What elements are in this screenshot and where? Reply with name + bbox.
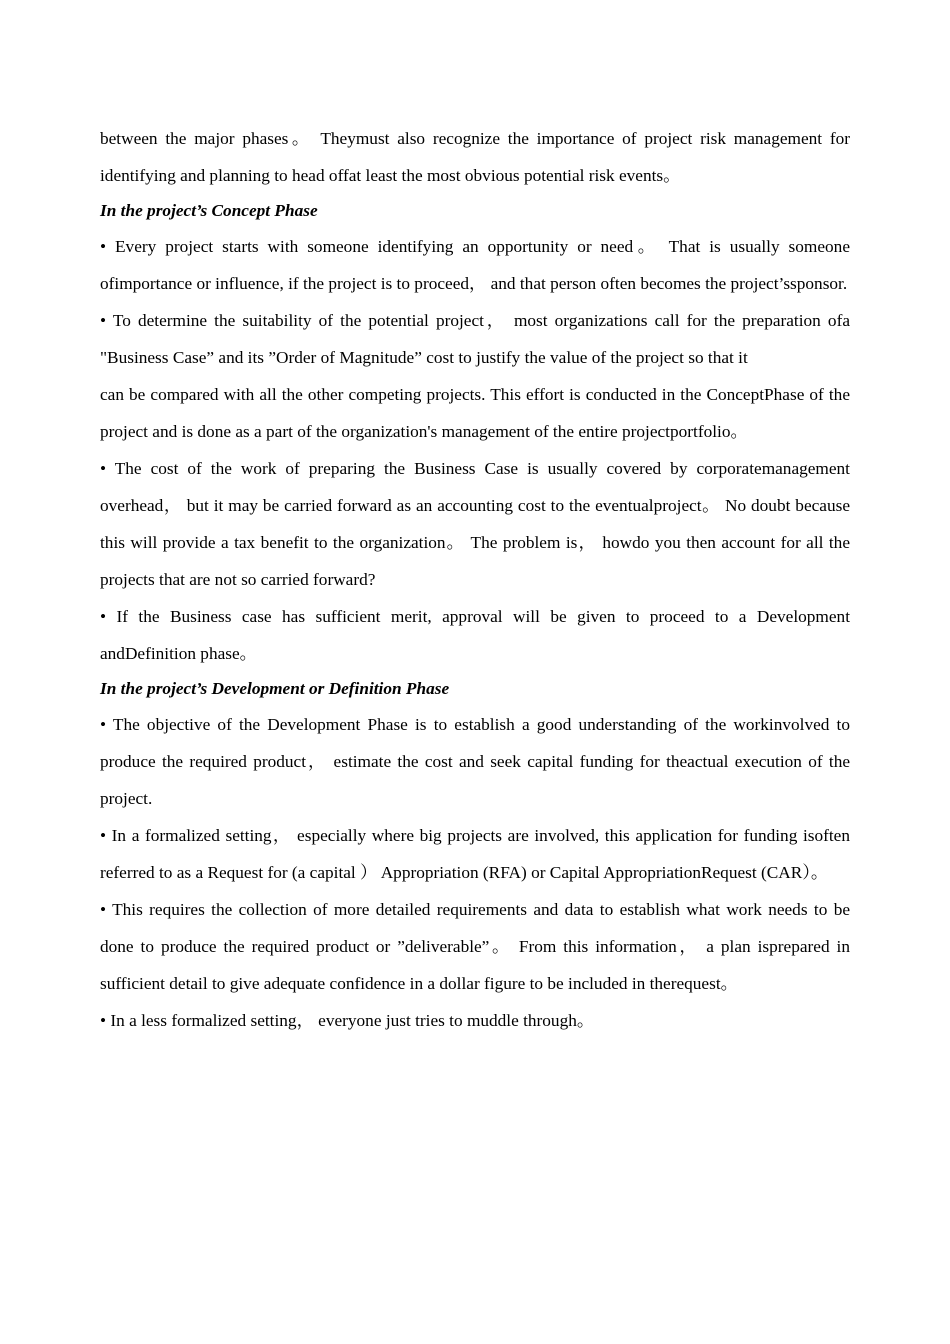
paragraph-requirements: • This requires the collection of more detailed requirements and data to establish what work needs to be done to produce the required product or ”deliverable”。 From this information， a plan isprepared in sufficient detail to give adequate confidence in a dollar figure to be included in therequest。 [100,900,850,993]
paragraph-cost-overhead: • The cost of the work of preparing the Business Case is usually covered by corporatemanagement overhead， but it may be carried forward as an accounting cost to the eventualproject。 No doubt because this will provide a tax benefit to the organization。 The problem is， howdo you then account for all the projects that are not so carried forward? [100,459,850,589]
paragraph-opportunity: • Every project starts with someone identifying an opportunity or need。 That is usually someone ofimportance or influence, if the project is to proceed， and that person often becomes the project’ssponsor. [100,237,850,293]
heading-concept-phase: In the project’s Concept Phase [100,201,318,220]
paragraph-risk-management: between the major phases。 Theymust also recognize the importance of project risk management for identifying and planning to head offat least the most obvious potential risk events。 [100,129,850,185]
paragraph-competing-projects: can be compared with all the other competing projects. This effort is conducted in the ConceptPhase of the project and is done as a part of the organization's management of the entire projectportfolio。 [100,385,850,441]
paragraph-approval: • If the Business case has sufficient merit, approval will be given to proceed to a Development andDefinition phase。 [100,607,850,663]
document-page [100,120,850,1039]
paragraph-business-case: • To determine the suitability of the potential project， most organizations call for the preparation ofa "Business Case” and its ”Order of Magnitude” cost to justify the value of the project so that it [100,311,850,367]
paragraph-formalized-setting: • In a formalized setting， especially where big projects are involved, this application for funding isoften referred to as a Request for (a capital ） Appropriation (RFA) or Capital AppropriationRequest (CAR）。 [100,826,850,882]
heading-development-phase: In the project’s Development or Definition Phase [100,679,450,698]
paragraph-objective: • The objective of the Development Phase is to establish a good understanding of the workinvolved to produce the required product， estimate the cost and seek capital funding for theactual execution of the project. [100,715,850,808]
paragraph-less-formalized: • In a less formalized setting， everyone just tries to muddle through。 [100,1011,595,1030]
